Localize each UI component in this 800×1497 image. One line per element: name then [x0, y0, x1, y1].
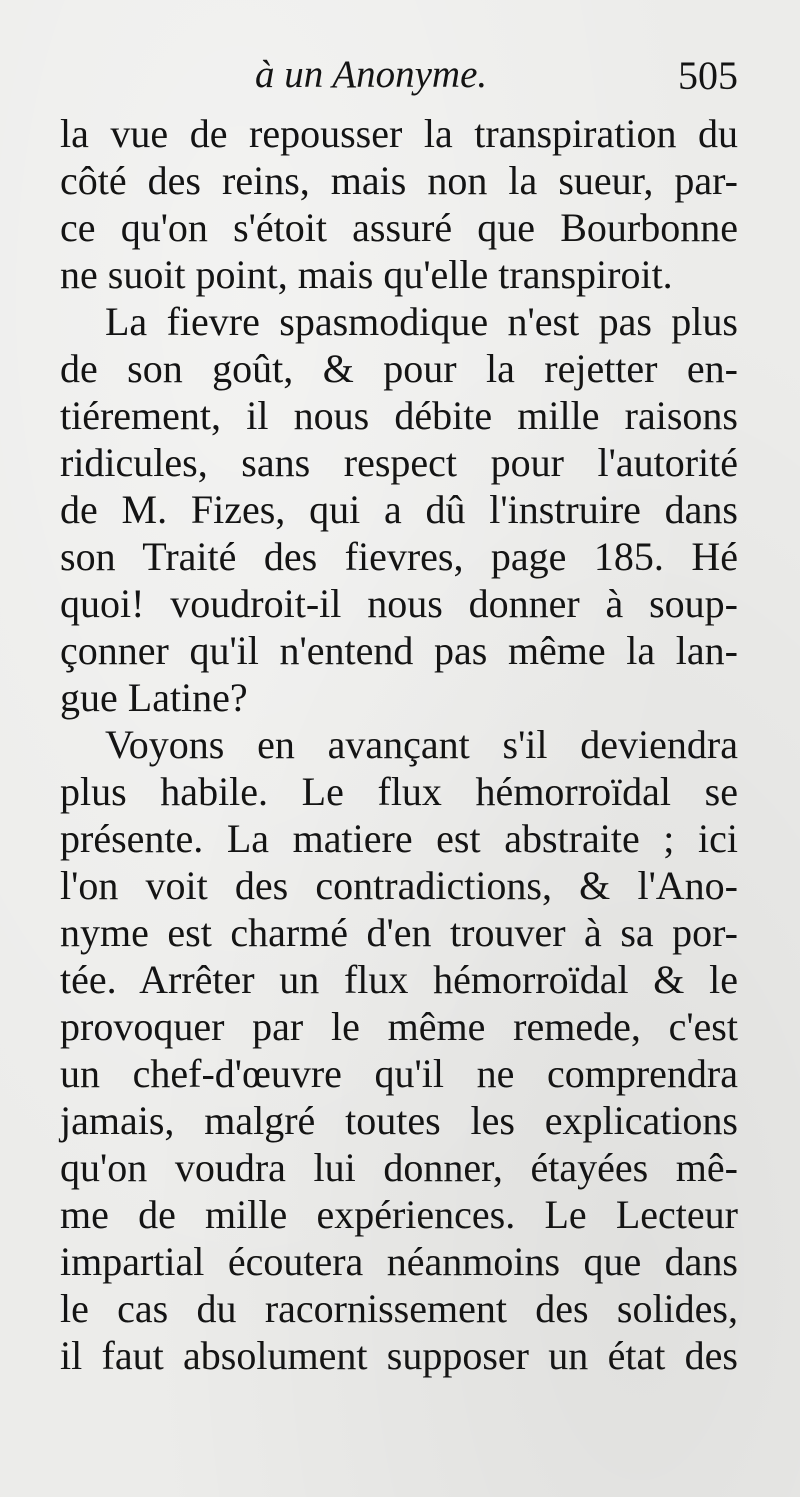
- text-line: la vue de repousser la transpiration du: [60, 111, 738, 156]
- text-line: Voyons en avançant s'il deviendra: [105, 722, 738, 767]
- text-line: plus habile. Le flux hémorroïdal se: [60, 769, 738, 814]
- text-line: ce qu'on s'étoit assuré que Bourbonne: [60, 205, 738, 250]
- text-line: gue Latine?: [60, 675, 248, 720]
- text-line: il faut absolument supposer un état des: [60, 1333, 738, 1378]
- text-line: quoi! voudroit-il nous donner à soup-: [60, 581, 738, 626]
- text-line: son Traité des fievres, page 185. Hé: [60, 534, 738, 579]
- text-line: La fievre spasmodique n'est pas plus: [105, 299, 738, 344]
- text-line: tiérement, il nous débite mille raisons: [60, 393, 738, 438]
- text-line: jamais, malgré toutes les explications: [60, 1098, 738, 1143]
- text-line: tée. Arrêter un flux hémorroïdal & le: [60, 957, 738, 1002]
- text-line: l'on voit des contradictions, & l'Ano-: [60, 863, 738, 908]
- text-line: provoquer par le même remede, c'est: [60, 1004, 738, 1049]
- text-line: un chef-d'œuvre qu'il ne comprendra: [60, 1051, 738, 1096]
- text-line: nyme est charmé d'en trouver à sa por-: [60, 910, 738, 955]
- text-line: qu'on voudra lui donner, étayées mê-: [60, 1145, 738, 1190]
- page-header: [0, 52, 800, 102]
- text-body: [60, 110, 738, 1379]
- text-line: çonner qu'il n'entend pas même la lan-: [60, 628, 738, 673]
- text-line: de son goût, & pour la rejetter en-: [60, 346, 738, 391]
- text-line: le cas du racornissement des solides,: [60, 1286, 738, 1331]
- text-line: me de mille expériences. Le Lecteur: [60, 1192, 738, 1237]
- text-line: ridicules, sans respect pour l'autorité: [60, 440, 738, 485]
- text-line: présente. La matiere est abstraite ; ici: [60, 816, 738, 861]
- text-line: ne suoit point, mais qu'elle transpiroit.: [60, 252, 673, 297]
- text-line: de M. Fizes, qui a dû l'instruire dans: [60, 487, 738, 532]
- running-title: à un Anonyme.: [255, 53, 488, 96]
- text-line: impartial écoutera néanmoins que dans: [60, 1239, 738, 1284]
- text-line: côté des reins, mais non la sueur, par-: [60, 158, 738, 203]
- page-number: 505: [678, 53, 738, 98]
